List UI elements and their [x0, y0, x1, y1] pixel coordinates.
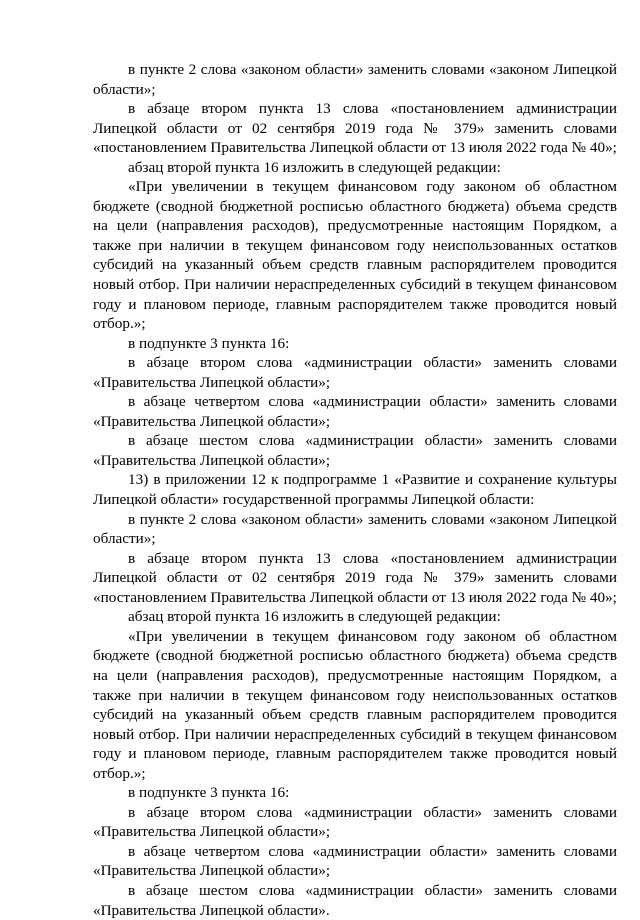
paragraph: в пункте 2 слова «законом области» заменить словами «законом Липецкой области»;	[93, 61, 617, 98]
paragraph: в абзаце шестом слова «администрации области» заменить словами «Правительства Липецкой области».	[93, 881, 617, 919]
paragraph: в подпункте 3 пункта 16:	[128, 784, 290, 802]
numbered-item-paragraph: 13) в приложении 12 к подпрограмме 1 «Развитие и сохранение культуры Липецкой области» государственной программы Липецкой области:	[93, 471, 617, 509]
paragraph: в абзаце шестом слова «администрации области» заменить словами «Правительства Липецкой области»;	[93, 432, 617, 469]
paragraph: в абзаце втором слова «администрации области» заменить словами «Правительства Липецкой области»;	[93, 354, 617, 391]
quoted-paragraph: «При увеличении в текущем финансовом году законом об областном бюджете (сводной бюджетной росписью областного бюджета) объема средств на цели (направления расходов), предусмотренные настоящим Порядком, а также при наличии в текущем финансовом году неиспользованных остатков субсидий на указанный объем средств главным распорядителем проводится новый отбор. При наличии нераспределенных субсидий в текущем финансовом году и плановом периоде, главным распорядителем также проводится новый отбор.»;	[93, 178, 617, 333]
document-body	[93, 60, 617, 920]
paragraph: абзац второй пункта 16 изложить в следующей редакции:	[128, 608, 501, 626]
paragraph: в абзаце четвертом слова «администрации области» заменить словами «Правительства Липецкой области»;	[93, 842, 617, 880]
paragraph: в абзаце втором пункта 13 слова «постановлением администрации Липецкой области от 02 сентября 2019 года № 379» заменить словами «постановлением Правительства Липецкой области от 13 июля 2022 года № 40»;	[93, 100, 617, 157]
paragraph: в абзаце втором слова «администрации области» заменить словами «Правительства Липецкой области»;	[93, 803, 617, 841]
paragraph: абзац второй пункта 16 изложить в следующей редакции:	[128, 158, 501, 176]
paragraph: в абзаце четвертом слова «администрации области» заменить словами «Правительства Липецкой области»;	[93, 393, 617, 430]
paragraph: в пункте 2 слова «законом области» заменить словами «законом Липецкой области»;	[93, 510, 617, 548]
paragraph: в абзаце втором пункта 13 слова «постановлением администрации Липецкой области от 02 сентября 2019 года № 379» заменить словами «постановлением Правительства Липецкой области от 13 июля 2022 года № 40»;	[93, 549, 617, 606]
paragraph: в подпункте 3 пункта 16:	[128, 334, 290, 352]
quoted-paragraph: «При увеличении в текущем финансовом году законом об областном бюджете (сводной бюджетной росписью областного бюджета) объема средств на цели (направления расходов), предусмотренные настоящим Порядком, а также при наличии в текущем финансовом году неиспользованных остатков субсидий на указанный объем средств главным распорядителем проводится новый отбор. При наличии нераспределенных субсидий в текущем финансовом году и плановом периоде, главным распорядителем также проводится новый отбор.»;	[93, 627, 617, 782]
